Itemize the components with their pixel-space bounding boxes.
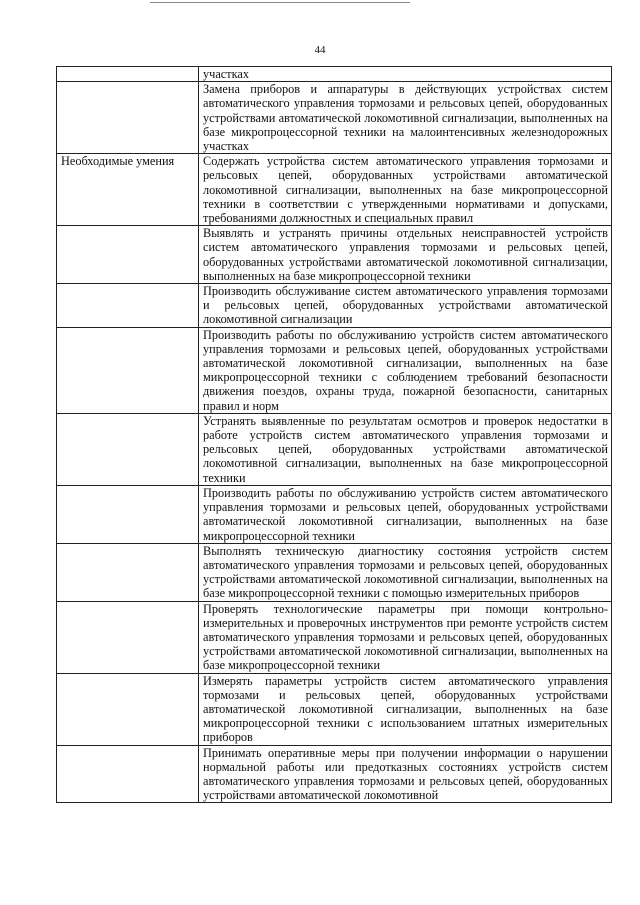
table-row — [57, 154, 612, 226]
row-text: Замена приборов и аппаратуры в действующих устройствах систем автоматического управления тормозами и рельсовых цепей, оборудованных устройствами автоматической локомотивной сигнализации, выполненных на базе микропроцессорной техники на малоинтенсивных железнодорожных участках — [199, 82, 612, 154]
row-text: Принимать оперативные меры при получении информации о нарушении нормальной работы или предотказных состояниях устройств систем автоматического управления тормозами и рельсовых цепей, оборудованных устройствами автоматической локомотивной — [199, 745, 612, 803]
row-text: Производить обслуживание систем автоматического управления тормозами и рельсовых цепей, оборудованных устройствами автоматической локомотивной сигнализации — [199, 284, 612, 328]
row-label — [57, 413, 199, 485]
table-row — [57, 67, 612, 82]
row-label — [57, 67, 199, 82]
row-label — [57, 284, 199, 328]
row-text: Выполнять техническую диагностику состояния устройств систем автоматического управления тормозами и рельсовых цепей, оборудованных устройствами автоматической локомотивной сигнализации, выполненных на базе микропроцессорной техники с помощью измерительных приборов — [199, 543, 612, 601]
table-row — [57, 82, 612, 154]
table-row — [57, 485, 612, 543]
row-label — [57, 82, 199, 154]
row-label — [57, 601, 199, 673]
table-row — [57, 226, 612, 284]
row-text: Производить работы по обслуживанию устройств систем автоматического управления тормозами и рельсовых цепей, оборудованных устройствами автоматической локомотивной сигнализации, выполненных на базе микропроцессорной техники с соблюдением требований безопасности движения поездов, охраны труда, пожарной безопасности, санитарных правил и норм — [199, 327, 612, 413]
row-label — [57, 673, 199, 745]
row-label — [57, 485, 199, 543]
table-row — [57, 745, 612, 803]
page-number: 44 — [314, 44, 326, 56]
row-text: Выявлять и устранять причины отдельных неисправностей устройств систем автоматического управления тормозами и рельсовых цепей, оборудованных устройствами автоматической локомотивной сигнализации, выполненных на базе микропроцессорной техники — [199, 226, 612, 284]
row-text: участках — [199, 67, 612, 82]
competency-table — [56, 66, 612, 803]
row-label: Необходимые умения — [57, 154, 199, 226]
table-body — [57, 67, 612, 803]
row-text: Измерять параметры устройств систем автоматического управления тормозами и рельсовых цепей, оборудованных устройствами автоматической локомотивной сигнализации, выполненных на базе микропроцессорной техники с использованием штатных измерительных приборов — [199, 673, 612, 745]
row-label — [57, 226, 199, 284]
row-text: Производить работы по обслуживанию устройств систем автоматического управления тормозами и рельсовых цепей, оборудованных устройствами автоматической локомотивной сигнализации, выполненных на базе микропроцессорной техники — [199, 485, 612, 543]
table-row — [57, 327, 612, 413]
row-text: Содержать устройства систем автоматического управления тормозами и рельсовых цепей, оборудованных устройствами автоматической локомотивной сигнализации, выполненных на базе микропроцессорной техники в соответствии с утвержденными нормативами и допусками, требованиями должностных и специальных правил — [199, 154, 612, 226]
row-label — [57, 327, 199, 413]
table-row — [57, 601, 612, 673]
row-label — [57, 745, 199, 803]
table-row — [57, 284, 612, 328]
table-row — [57, 413, 612, 485]
row-label — [57, 543, 199, 601]
row-text: Проверять технологические параметры при помощи контрольно-измерительных и проверочных инструментов при ремонте устройств систем автоматического управления тормозами и рельсовых цепей, оборудованных устройствами автоматической локомотивной сигнализации, выполненных на базе микропроцессорной техники — [199, 601, 612, 673]
row-text: Устранять выявленные по результатам осмотров и проверок недостатки в работе устройств систем автоматического управления тормозами и рельсовых цепей, оборудованных устройствами автоматической локомотивной сигнализации, выполненных на базе микропроцессорной техники — [199, 413, 612, 485]
table-row — [57, 543, 612, 601]
table-row — [57, 673, 612, 745]
top-rule — [150, 2, 410, 3]
